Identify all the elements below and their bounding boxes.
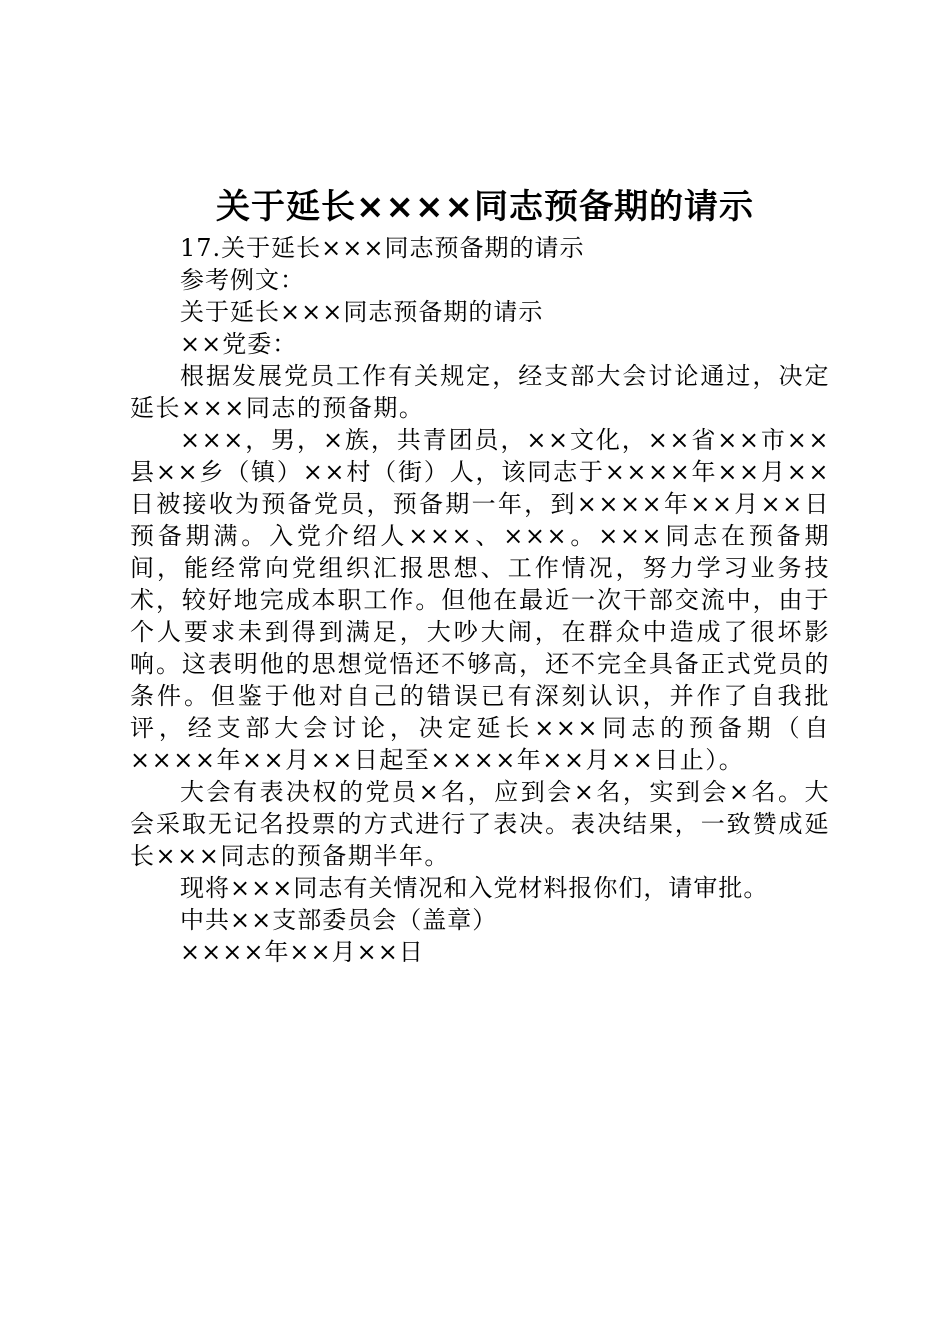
closing-line: 现将×××同志有关情况和入党材料报你们，请审批。	[180, 874, 769, 902]
document-page	[130, 182, 830, 968]
body-paragraph-vote: 大会有表决权的党员×名，应到会×名，实到会×名。大会采取无记名投票的方式进行了表决。表决结果，一致赞成延长×××同志的预备期半年。	[130, 778, 830, 870]
heading-number-line: 17.关于延长×××同志预备期的请示	[180, 234, 585, 262]
reference-label: 参考例文：	[180, 266, 305, 294]
signature: 中共××支部委员会（盖章）	[180, 906, 498, 934]
document-title: 关于延长××××同志预备期的请示	[216, 187, 754, 227]
sub-title: 关于延长×××同志预备期的请示	[180, 298, 544, 326]
addressee: ××党委：	[180, 330, 298, 358]
date-line: ××××年××月××日	[180, 938, 424, 966]
body-paragraph-intro: 根据发展党员工作有关规定，经支部大会讨论通过，决定延长×××同志的预备期。	[130, 362, 830, 422]
body-paragraph-details: ×××，男，×族，共青团员，××文化，××省××市××县××乡（镇）××村（街）人，该同志于××××年××月××日被接收为预备党员，预备期一年，到××××年××月××日预备期满。入党介绍人×××、×××。×××同志在预备期间，能经常向党组织汇报思想、工作情况，努力学习业务技术，较好地完成本职工作。但他在最近一次干部交流中，由于个人要求未到得到满足，大吵大闹，在群众中造成了很坏影响。这表明他的思想觉悟还不够高，还不完全具备正式党员的条件。但鉴于他对自己的错误已有深刻认识，并作了自我批评，经支部大会讨论，决定延长×××同志的预备期（自××××年××月××日起至××××年××月××日止）。	[130, 426, 830, 774]
